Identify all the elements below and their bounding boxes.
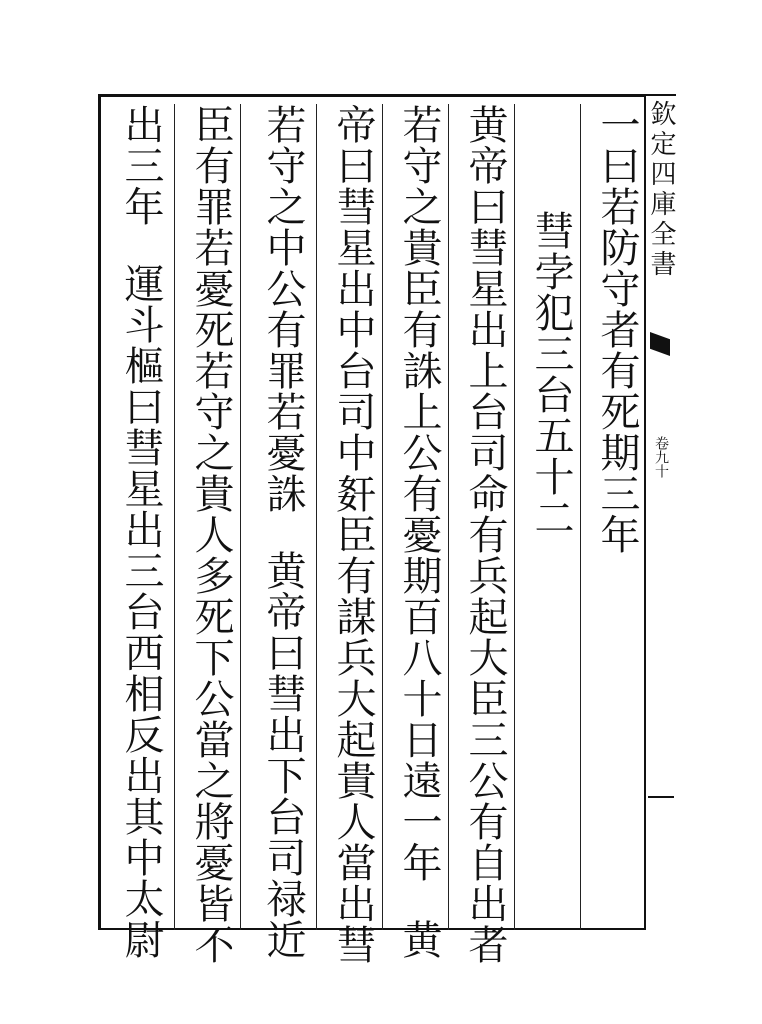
column-text: 臣有罪若憂死若守之貴人多死下公當之將憂皆不: [188, 104, 234, 965]
text-column-4: [386, 104, 452, 960]
text-column-7: [178, 104, 244, 965]
text-column-8: [108, 104, 174, 960]
column-text: 黄: [396, 919, 442, 960]
column-text: 彗孛犯三台五十二: [528, 210, 574, 538]
column-text: 一曰若防守者有死期三年: [594, 104, 640, 555]
column-text: 若守之貴臣有誅上公有憂期百八十日遠一年: [396, 104, 442, 883]
column-text: 黄帝曰彗出下台司禄近: [260, 550, 306, 960]
column-text: 帝曰彗星出中台司中姧臣有謀兵大起貴人當出彗: [330, 104, 376, 965]
column-text: 黄帝曰彗星出上台司命有兵起大臣三公有自出者: [462, 104, 508, 965]
text-column-5: [320, 104, 386, 965]
text-column-2: [518, 210, 584, 538]
column-text: 運斗樞曰彗星出三台西相反出其中太尉: [118, 263, 164, 960]
text-column-3: [452, 104, 518, 965]
column-rule: [316, 104, 317, 930]
column-text: 出三年: [118, 104, 164, 227]
text-column-1: [584, 104, 650, 555]
volume-label: 卷九十: [653, 436, 669, 478]
column-text: 若守之中公有罪若憂誅: [260, 104, 306, 514]
text-column-6: [250, 104, 316, 960]
column-rule: [174, 104, 175, 930]
margin-rule: [648, 796, 674, 798]
book-title: 欽定四庫全書: [646, 100, 676, 280]
